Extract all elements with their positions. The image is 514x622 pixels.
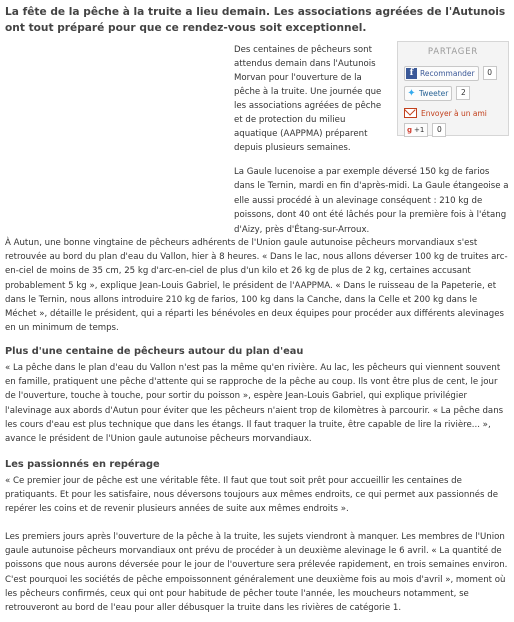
article-paragraph-2: La Gaule lucenoise a par exemple déversé 150 kg de farios dans le Ternin, mardi en fin d'après-midi. La Gaule étangeoise a elle aussi procédé à un alevinage conséquent : 210 kg de poissons, dont 40 ont été lâchés pour la première fois à l'étang d'Aizy, près d'Étang-sur-Arroux. [234, 167, 509, 235]
article-paragraph-6: Les premiers jours après l'ouverture de la pêche à la truite, les sujets viendront à manquer. Les membres de l'Union gaule autunoise pêcheurs morvandiaux ont prévu de procéder à un deuxième alevinage le 6 avril. « La quantité de poissons que nous aurons déversée pour le jour de l'ouverture sera prélevée rapidement, en trois semaines environ. C'est pourquoi les sociétés de pêche empoissonnent généralement une deuxième fois au mois d'avril », moment où les pêcheurs confirmés, ceux qui ont pour habitude de pêcher toute l'année, les moucheurs notamment, se retrouveront au bord de l'eau pour aller débusquer la truite dans les rivières de catégorie 1. [5, 532, 508, 614]
facebook-count: 0 [483, 66, 497, 80]
gplus-icon: g [407, 126, 413, 134]
article-paragraph-4: « La pêche dans le plan d'eau du Vallon n'est pas la même qu'en rivière. Au lac, les pêcheurs qui viennent souvent en famille, pratiquent une pêche d'attente qui se rapproche de la pêche au coup. Ils vont être plus de cent, le jour de l'ouverture, touche à touche, pour sortir du poisson », espère Jean-Louis Gabriel, qui explique privilégier l'alevinage aux abords d'Autun pour éviter que les pêcheurs n'aient trop de kilomètres à parcourir. « La pêche dans les cours d'eau est plus technique que dans les étangs. Il faut traquer la truite, être capable de lire la rivière... », avance le président de l'Union gaule autunoise pêcheurs morvandiaux. [5, 363, 504, 445]
facebook-recommend-button[interactable] [404, 66, 479, 81]
twitter-share-row [404, 86, 470, 100]
section-heading-1: Plus d'une centaine de pêcheurs autour du plan d'eau [5, 346, 304, 357]
article-paragraph-3: À Autun, une bonne vingtaine de pêcheurs adhérents de l'Union gaule autunoise pêcheurs morvandiaux s'est retrouvée au bord du plan d'eau du Vallon, hier à 8 heures. « Dans le lac, nous allons déverser 100 kg de truites arc-en-ciel de moins de 35 cm, 25 kg d'arc-en-ciel de plus d'un kilo et 26 kg de plus de 2 kg, certaines accusant probablement 5 kg », explique Jean-Louis Gabriel, le président de l'AAPPMA. « Dans le ruisseau de la Papeterie, et dans le Ternin, nous allons introduire 210 kg de farios, 100 kg dans la Canche, dans la Celle et 200 kg dans le Méchet », détaille le président, qui a réparti les bénévoles en deux équipes pour procéder aux différents alevinages en un minimum de temps. [5, 238, 508, 334]
tweet-label: Tweeter [419, 88, 449, 98]
envelope-icon [404, 108, 417, 118]
gplus-share-row [404, 123, 446, 137]
facebook-icon: f [406, 68, 417, 79]
twitter-bird-icon: ✦ [407, 87, 416, 99]
facebook-share-row [404, 66, 497, 80]
article-intro: La fête de la pêche à la truite a lieu demain. Les associations agréées de l'Autunois ont tout préparé pour que ce rendez-vous soit exceptionnel. [5, 6, 506, 34]
share-title: PARTAGER [427, 47, 479, 57]
email-share-link[interactable] [404, 106, 487, 120]
section-heading-2: Les passionnés en repérage [5, 459, 160, 470]
tweet-button[interactable] [404, 86, 452, 101]
article-paragraph-1: Des centaines de pêcheurs sont attendus demain dans l'Autunois Morvan pour l'ouverture de la pêche à la truite. Une journée que les associations agréées de pêche et de protection du milieu aquatique (AAPPMA) préparent depuis plusieurs semaines. [234, 45, 382, 153]
email-share-label: Envoyer à un ami [421, 108, 487, 118]
facebook-recommend-label: Recommander [420, 68, 475, 78]
article-paragraph-5: « Ce premier jour de pêche est une véritable fête. Il faut que tout soit prêt pour accueillir les centaines de pratiquants. Et pour les satisfaire, nous déversons toujours aux mêmes endroits, ce qui permet aux passionnés de repérer les coins et de revenir plusieurs années de suite aux mêmes endroits ». [5, 476, 499, 515]
gplus-count: 0 [432, 123, 446, 137]
gplus-button[interactable] [404, 123, 428, 137]
gplus-label: +1 [414, 126, 425, 134]
twitter-count: 2 [456, 86, 470, 100]
share-box [397, 41, 509, 136]
